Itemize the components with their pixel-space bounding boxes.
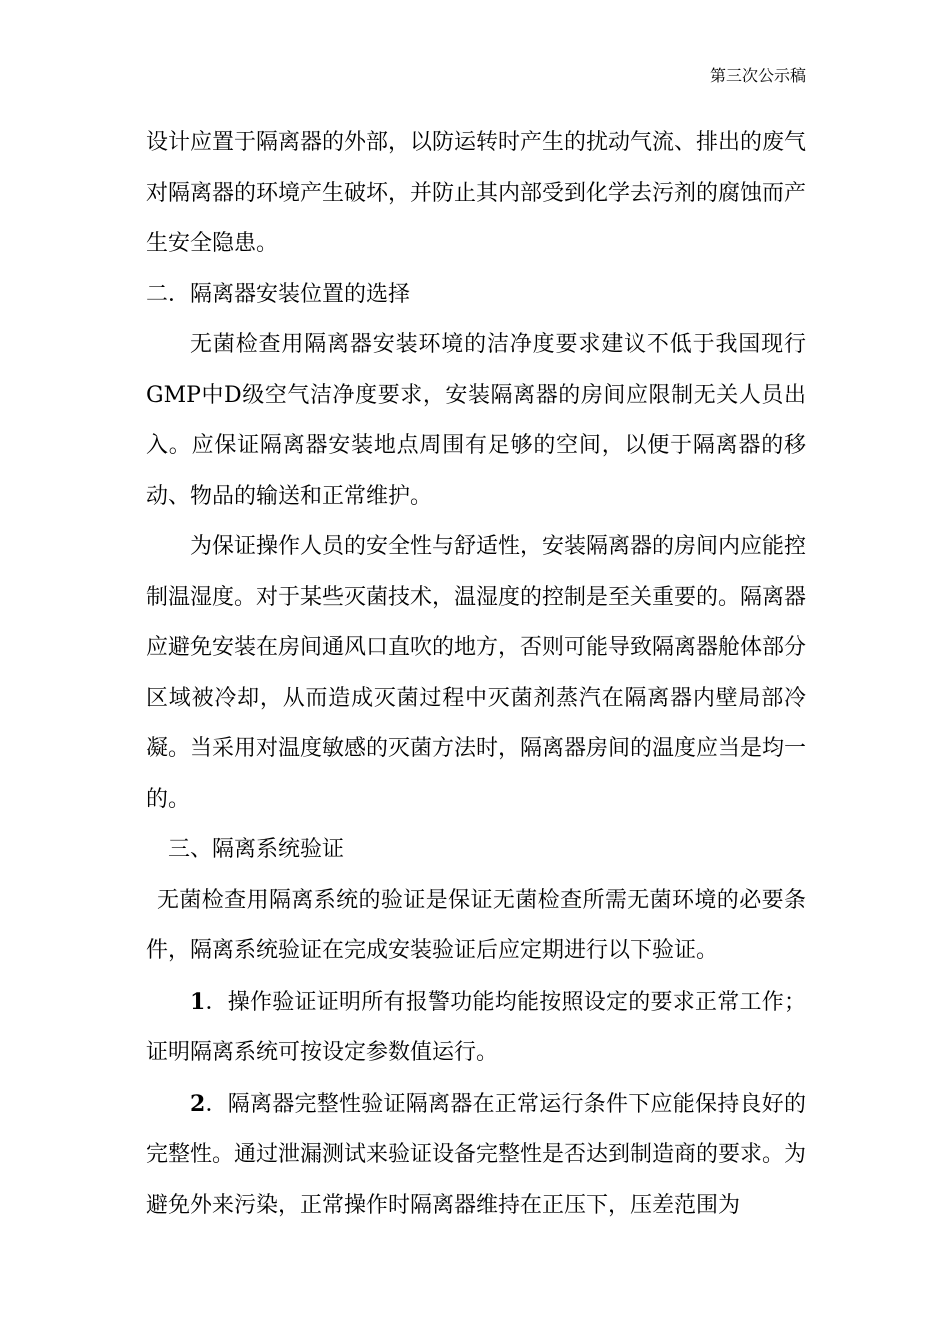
list-item-number: 2 (190, 1090, 206, 1117)
section-heading-3: 三、隔离系统验证 (168, 837, 345, 862)
list-item-operation-validation (146, 977, 806, 1079)
section-heading-2: 二．隔离器安装位置的选择 (146, 281, 411, 307)
paragraph-install-environment: 无菌检查用隔离器安装环境的洁净度要求建议不低于我国现行GMP中D级空气洁净度要求，安装隔离器的房间应限制无关人员出入。应保证隔离器安装地点周围有足够的空间，以便于隔离器的移动、物品的输送和正常维护。 (146, 332, 806, 509)
paragraph-continuation: 设计应置于隔离器的外部，以防运转时产生的扰动气流、排出的废气对隔离器的环境产生破坏，并防止其内部受到化学去污剂的腐蚀而产生安全隐患。 (146, 130, 807, 256)
document-body (146, 118, 806, 1231)
paragraph-validation-intro: 无菌检查用隔离系统的验证是保证无菌检查所需无菌环境的必要条件，隔离系统验证在完成安装验证后应定期进行以下验证。 (146, 887, 806, 963)
list-item-text: ．隔离器完整性验证隔离器在正常运行条件下应能保持良好的完整性。通过泄漏测试来验证设备完整性是否达到制造商的要求。为避免外来污染，正常操作时隔离器维持在正压下，压差范围为 (146, 1091, 807, 1218)
list-item-number: 1 (190, 988, 206, 1015)
paragraph-temperature-humidity: 为保证操作人员的安全性与舒适性，安装隔离器的房间内应能控制温湿度。对于某些灭菌技术，温湿度的控制是至关重要的。隔离器应避免安装在房间通风口直吹的地方，否则可能导致隔离器舱体部分区域被冷却，从而造成灭菌过程中灭菌剂蒸汽在隔离器内壁局部冷凝。当采用对温度敏感的灭菌方法时，隔离器房间的温度应当是均一的。 (146, 534, 807, 812)
list-item-integrity-validation (146, 1079, 806, 1232)
list-item-text: ．操作验证证明所有报警功能均能按照设定的要求正常工作；证明隔离系统可按设定参数值运行。 (146, 989, 806, 1065)
page-header-draft-label: 第三次公示稿 (709, 66, 806, 85)
